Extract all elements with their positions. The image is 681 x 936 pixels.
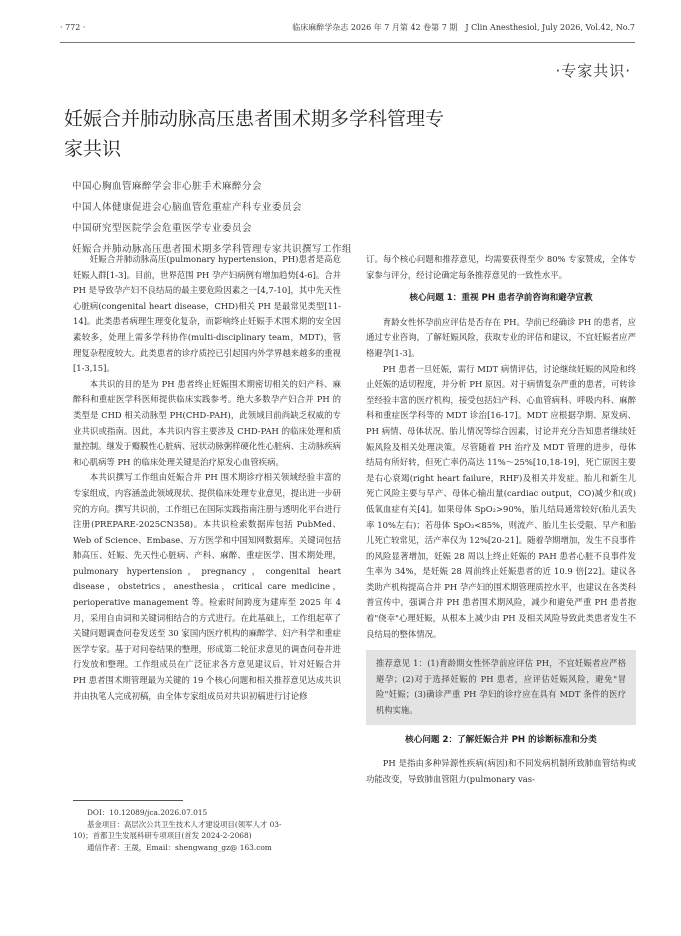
author-org: 中国心胸血管麻醉学会非心脏手术麻醉分会 — [72, 181, 263, 192]
article-title: 妊娠合并肺动脉高压患者围术期多学科管理专家共识 — [64, 108, 445, 160]
recommendation-box: 推荐意见 1：(1)育龄期女性怀孕前应评估 PH，不宜妊娠者应严格避孕；(2)对于选择妊娠的 PH 患者，应评估妊娠风险，避免"冒险"妊娠；(3)确诊严重 PH 孕妇的诊疗应在具有 MDT 条件的医疗机构实施。 — [366, 650, 636, 724]
footnote — [73, 800, 341, 853]
body-paragraph: 订。每个核心问题和推荐意见，均需要获得至少 80% 专家赞成，全体专家参与评分，经讨论确定每条推荐意见的一致性水平。 — [366, 254, 636, 280]
header-rule — [60, 42, 635, 43]
author-list — [72, 176, 352, 260]
page-number: · 772 · — [60, 23, 86, 32]
body-paragraph: PH 是指由多种异源性疾病(病因)和不同发病机制所致肺血管结构或功能改变，导致肺血管阻力(pulmonary vas- — [366, 758, 636, 784]
section-tag: ·专家共识· — [555, 62, 631, 80]
left-column — [73, 252, 341, 704]
body-paragraph: PH 患者一旦妊娠，需行 MDT 病情评估，讨论继续妊娠的风险和终止妊娠的适切程度，并分析 PH 原因。对于病情复杂严重的患者，可转诊至经验丰富的医疗机构，接受包括妇产科、心血管病科、呼吸内科、麻醉科和重症医学科等的 MDT 诊治[16-17]。MDT 应根据孕期、原发病、PH 病情、母体状况、胎儿情况等综合因素，讨论并充分告知患者继续妊娠风险及相关处理决策。尽管随着 PH 治疗及 MDT 管理的进步，母体结局有所好转，但死亡率仍高达 11%～25%[10,18-19]，死亡原因主要是右心衰竭(right heart failure，RHF)及相关并发症。胎儿和新生儿死亡风险主要与早产、母体心输出量(cardiac output，CO)减少和(或)低氧血症有关[4]。如果母体 SpO₂>90%，胎儿结局通常较好(胎儿丢失率 10%左右)；若母体 SpO₂<85%，则流产、胎儿生长受限、早产和胎儿死亡较常见，活产率仅为 12%[20-21]。随着孕期增加，发生不良事件的风险显著增加，妊娠 28 周以上终止妊娠的 PAH 患者心脏不良事件发生率为 34%，是妊娠 28 周前终止妊娠患者的近 10.9 倍[22]。建议各类助产机构提高合并 PH 孕产妇的围术期管理质控水平，也建议在各类科普宣传中，强调合并 PH 患者围术期风险，减少和避免严重 PH 患者抱着"侥幸"心理妊娠，从根本上减少由 PH 及相关风险导致此类患者发生不良结局的整体情况。 — [366, 363, 636, 639]
body-paragraph: 妊娠合并肺动脉高压(pulmonary hypertension，PH)患者是高危妊娠人群[1-3]。目前，世界范围 PH 孕产妇病例有增加趋势[4-6]。合并 PH 是导致孕产妇不良结局的最主要危险因素之一[4,7-10]，其中先天性心脏病(congenital heart disease，CHD)相关 PH 是最常见类型[11-14]。此类患者病理生理变化复杂，而影响终止妊娠手术围术期的安全因素较多，处理上需多学科协作(multi-disciplinary team，MDT)，管理复杂程度较大。此类患者的诊疗质控已引起国内外学界越来越多的重视[1-3,15]。 — [73, 254, 341, 374]
footnote-rule — [73, 800, 183, 801]
body-paragraph: 本共识撰写工作组由妊娠合并 PH 围术期诊疗相关领域经验丰富的专家组成，内容涵盖此领域现状、提供临床处理专业意见，提出进一步研究的方向。撰写共识前，工作组已在国际实践指南注册与透明化平台进行注册(PREPARE-2025CN358)。本共识检索数据库包括 PubMed、Web of Science、Embase、万方医学和中国知网数据库。关键词包括肺高压、妊娠、先天性心脏病、产科、麻醉、重症医学、围术期处理，pulmonary hypertension，pregnancy，congenital heart disease，obstetrics，anesthesia，critical care medicine，perioperative management 等。检索时间跨度为建库至 2025 年 4 月，采用自由词和关键词相结合的方式进行。在此基础上，工作组起草了关键问题调查问卷发送至 30 家国内医疗机构的麻醉学、妇产科学和重症医学专家。基于对问卷结果的整理，形成第二轮征求意见的调查问卷并进行发放和整理。工作组成员在广泛征求各方意见建议后，针对妊娠合并 PH 患者围术期管理最为关键的 19 个核心问题和相关推荐意见达成共识并由执笔人完成初稿，由全体专家组成员对共识初稿进行讨论修 — [73, 472, 341, 701]
body-paragraph: 本共识的目的是为 PH 患者终止妊娠围术期密切相关的妇产科、麻醉科和重症医学科医师提供临床实践参考。绝大多数孕产妇合并 PH 的类型是 CHD 相关动脉型 PH(CHD-PAH)，此领域目前尚缺乏权威的专业共识或指南。因此，本共识内容主要涉及 CHD-PAH 的临床处理和质量控制。继发于瓣膜性心脏病、冠状动脉粥样硬化性心脏病、主动脉疾病和心肌病等 PH 的临床处理关键是治疗原发心血管疾病。 — [73, 378, 341, 467]
journal-citation: 临床麻醉学杂志 2026 年 7 月第 42 卷第 7 期 J Clin Anesthesiol, July 2026, Vol.42, No.7 — [292, 23, 635, 32]
fund-line: 基金项目：高层次公共卫生技术人才建设项目(领军人才 03- — [87, 819, 282, 829]
doi: DOI：10.12089/jca.2026.07.015 — [87, 808, 208, 817]
corresponding-author: 通信作者：王晟，Email：shengwang_gz@ 163.com — [87, 842, 272, 852]
section-heading: 核心问题 1：重视 PH 患者孕前咨询和避孕宣教 — [409, 293, 593, 304]
right-column — [366, 252, 636, 787]
author-org: 妊娠合并肺动脉高压患者围术期多学科管理专家共识撰写工作组 — [72, 244, 353, 255]
section-heading: 核心问题 2：了解妊娠合并 PH 的诊断标准和分类 — [405, 734, 597, 745]
author-org: 中国研究型医院学会危重医学专业委员会 — [72, 223, 253, 234]
fund-line: 10)；首都卫生发展科研专项项目(首发 2024-2-2068) — [73, 831, 252, 840]
body-paragraph: 育龄女性怀孕前应评估是否存在 PH。孕前已经确诊 PH 的患者，应通过专业咨询，了解妊娠风险，获取专业的评估和建议，不宜妊娠者应严格避孕[1-3]。 — [366, 316, 636, 358]
author-org: 中国人体健康促进会心脑血管危重症产科专业委员会 — [72, 202, 303, 213]
